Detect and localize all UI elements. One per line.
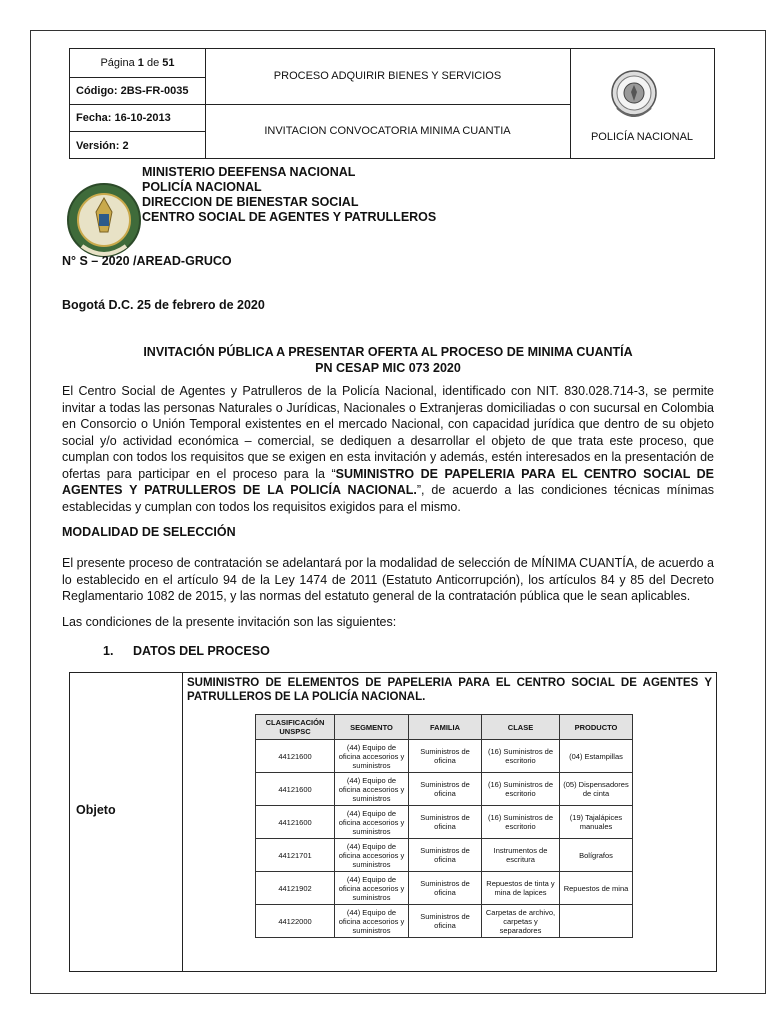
table-cell: (44) Equipo de oficina accesorios y suministros [335, 773, 409, 806]
section-title: DATOS DEL PROCESO [133, 644, 270, 658]
table-cell: Suministros de oficina [409, 839, 482, 872]
document-code: Código: 2BS-FR-0035 [76, 85, 189, 97]
table-cell: 44121600 [256, 740, 335, 773]
page-number: Página 1 de 51 [100, 57, 175, 69]
table-cell: (16) Suministros de escritorio [482, 740, 560, 773]
table-cell: 44121701 [256, 839, 335, 872]
col-clasificacion: CLASIFICACIÓN UNSPSC [256, 715, 335, 740]
table-row [256, 905, 633, 938]
table-cell: Repuestos de tinta y mina de lapices [482, 872, 560, 905]
col-clase: CLASE [482, 715, 560, 740]
intro-paragraph: El Centro Social de Agentes y Patrulleros de la Policía Nacional, identificado con NIT. 830.028.714-3, se permite invitar a todas las personas Naturales o Jurídicas, Nacionales o Extranjeras domiciliadas o con sucursal en Colombia en Consorcio o Unión Temporal existentes en el mercado Nacional, con capacidad jurídica que dentro de su objeto social y/o actividad económica – comercial, se dediquen a desarrollar el objeto de que trata este proceso, que cumplan con todos los requisitos que se exigen en esta invitación y además, estén interesados en la presentación de ofertas para participar en el proceso para la “SUMINISTRO DE PAPELERIA PARA EL CENTRO SOCIAL DE AGENTES Y PATRULLEROS DE LA POLICÍA NACIONAL.”, de acuerdo a las condiciones técnicas mínimas establecidas y cumplan con todos los requisitos exigidos para el mismo. [62, 384, 714, 514]
title-line-1: INVITACIÓN PÚBLICA A PRESENTAR OFERTA AL PROCESO DE MINIMA CUANTÍA [143, 345, 633, 359]
modalidad-paragraph: El presente proceso de contratación se adelantará por la modalidad de selección de MÍNIMA CUANTÍA, de acuerdo a lo establecido en el artículo 94 de la Ley 1474 de 2011 (Estatuto Anticorrupción), los artículos 84 y 85 del Decreto Reglamentario 1082 de 2015, y las normas del estatuto general de la contratación pública que le sean aplicables. [62, 556, 714, 603]
reference-number: N° S – 2020 /AREAD-GRUCO [62, 254, 232, 268]
table-cell: (16) Suministros de escritorio [482, 806, 560, 839]
modalidad-heading: MODALIDAD DE SELECCIÓN [62, 525, 236, 539]
table-row [256, 839, 633, 872]
col-producto: PRODUCTO [560, 715, 633, 740]
ministry-line: MINISTERIO DEEFENSA NACIONAL [142, 165, 356, 179]
unspsc-header-row [256, 715, 633, 740]
table-row [256, 872, 633, 905]
document-version: Versión: 2 [76, 140, 129, 152]
table-cell: Suministros de oficina [409, 773, 482, 806]
table-cell: 44122000 [256, 905, 335, 938]
table-cell: 44121600 [256, 806, 335, 839]
direction-line: DIRECCION DE BIENESTAR SOCIAL [142, 195, 359, 209]
document-date: Fecha: 16-10-2013 [76, 112, 171, 124]
table-cell: Repuestos de mina [560, 872, 633, 905]
table-cell: Bolígrafos [560, 839, 633, 872]
col-segmento: SEGMENTO [335, 715, 409, 740]
table-cell: (04) Estampillas [560, 740, 633, 773]
col-familia: FAMILIA [409, 715, 482, 740]
table-cell: Carpetas de archivo, carpetas y separadores [482, 905, 560, 938]
table-cell: (44) Equipo de oficina accesorios y suministros [335, 806, 409, 839]
table-cell: (44) Equipo de oficina accesorios y suministros [335, 872, 409, 905]
police-seal-icon [609, 68, 659, 124]
unspsc-table [255, 714, 633, 938]
invitation-type: INVITACION CONVOCATORIA MINIMA CUANTIA [264, 125, 511, 137]
table-cell: (44) Equipo de oficina accesorios y suministros [335, 740, 409, 773]
table-cell: (05) Dispensadores de cinta [560, 773, 633, 806]
table-row [256, 773, 633, 806]
table-cell [560, 905, 633, 938]
center-line: CENTRO SOCIAL DE AGENTES Y PATRULLEROS [142, 210, 437, 224]
table-cell: Suministros de oficina [409, 806, 482, 839]
section-number: 1. [103, 644, 114, 658]
table-cell: Suministros de oficina [409, 872, 482, 905]
title-line-2: PN CESAP MIC 073 2020 [315, 361, 461, 375]
conditions-line: Las condiciones de la presente invitación son las siguientes: [62, 615, 397, 629]
table-cell: (16) Suministros de escritorio [482, 773, 560, 806]
header-institution: POLICÍA NACIONAL [590, 131, 694, 143]
table-cell: (44) Equipo de oficina accesorios y suministros [335, 839, 409, 872]
process-name: PROCESO ADQUIRIR BIENES Y SERVICIOS [273, 70, 502, 82]
table-cell: Instrumentos de escritura [482, 839, 560, 872]
table-cell: 44121600 [256, 773, 335, 806]
document-date-line: Bogotá D.C. 25 de febrero de 2020 [62, 298, 265, 312]
document-title [62, 344, 714, 376]
objeto-text: SUMINISTRO DE ELEMENTOS DE PAPELERIA PARA EL CENTRO SOCIAL DE AGENTES Y PATRULLEROS DE LA POLICÍA NACIONAL. [187, 677, 712, 703]
police-emblem-icon [62, 180, 146, 264]
table-cell: Suministros de oficina [409, 740, 482, 773]
table-cell: 44121902 [256, 872, 335, 905]
table-row [256, 806, 633, 839]
police-line: POLICÍA NACIONAL [142, 180, 262, 194]
table-cell: (19) Tajalápices manuales [560, 806, 633, 839]
table-cell: (44) Equipo de oficina accesorios y suministros [335, 905, 409, 938]
table-cell: Suministros de oficina [409, 905, 482, 938]
objeto-label: Objeto [76, 803, 116, 817]
table-row [256, 740, 633, 773]
